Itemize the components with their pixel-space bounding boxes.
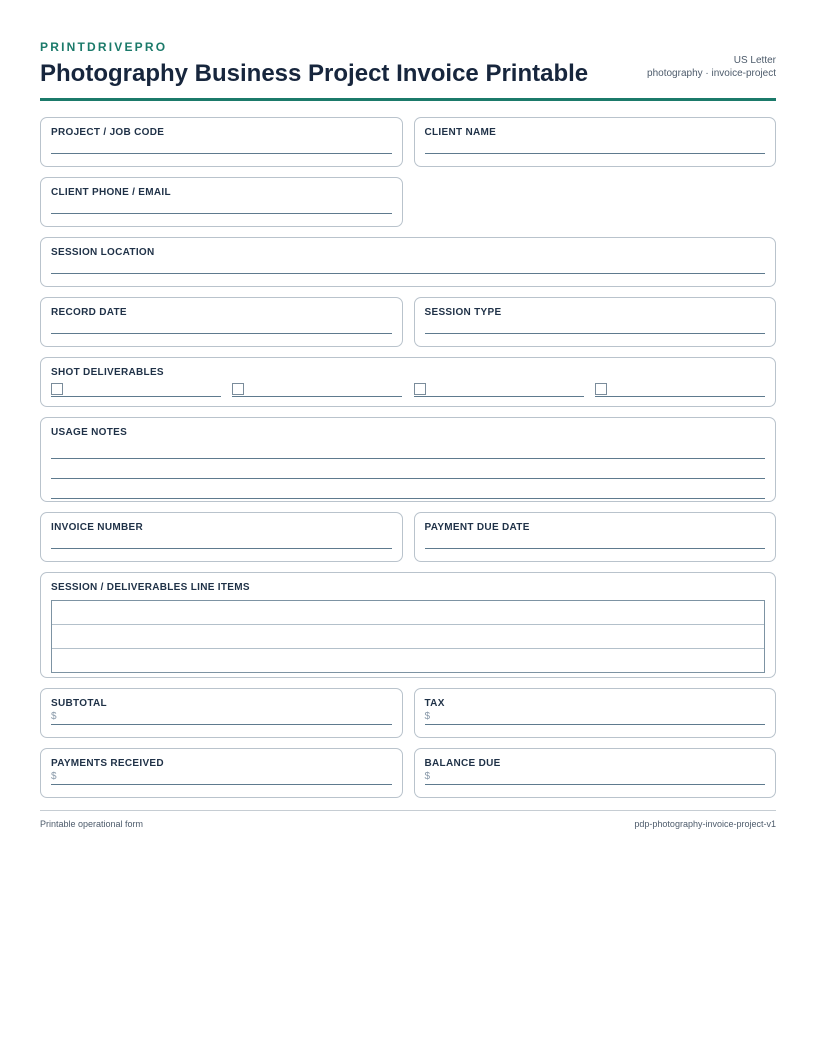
record-date-label: RECORD DATE (51, 307, 127, 318)
brand-name: PRINTDRIVEPRO (40, 40, 168, 54)
session-location-field[interactable] (40, 237, 776, 287)
payments-received-label: PAYMENTS RECEIVED (51, 758, 164, 769)
row-subtotal-tax (40, 688, 776, 738)
project-job-code-line[interactable] (51, 139, 392, 154)
table-row[interactable] (52, 601, 764, 625)
client-phone-email-label: CLIENT PHONE / EMAIL (51, 187, 171, 198)
notes-line[interactable] (51, 459, 765, 479)
paper-size: US Letter (733, 55, 776, 66)
usage-notes-label: USAGE NOTES (51, 427, 128, 438)
balance-due-amount[interactable]: $ (425, 770, 766, 785)
checkbox[interactable] (414, 383, 426, 395)
client-phone-email-field[interactable] (40, 177, 403, 227)
document-tags: photography · invoice-project (647, 68, 776, 79)
client-phone-email-line[interactable] (51, 199, 392, 214)
balance-due-label: BALANCE DUE (424, 758, 501, 769)
invoice-number-line[interactable] (51, 534, 392, 549)
usage-notes-field[interactable] (40, 417, 776, 502)
deliverable-item[interactable] (51, 381, 221, 397)
payments-received-amount[interactable]: $ (51, 770, 392, 785)
client-name-field[interactable] (414, 117, 777, 167)
row-usage-notes (40, 417, 776, 502)
payments-received-field[interactable] (40, 748, 403, 798)
session-location-line[interactable] (51, 259, 765, 274)
checkbox[interactable] (232, 383, 244, 395)
session-type-line[interactable] (425, 319, 766, 334)
tax-amount[interactable]: $ (425, 710, 766, 725)
row-session-location (40, 237, 776, 287)
footer-form-id: pdp-photography-invoice-project-v1 (634, 819, 776, 829)
line-items-table (51, 600, 765, 673)
row-date-type (40, 297, 776, 347)
row-client-contact (40, 177, 776, 227)
invoice-form (40, 40, 776, 829)
shot-deliverables-label: SHOT DELIVERABLES (51, 367, 164, 378)
payment-due-date-field[interactable] (414, 512, 777, 562)
balance-due-field[interactable] (414, 748, 777, 798)
deliverable-item[interactable] (595, 381, 765, 397)
row-line-items (40, 572, 776, 678)
deliverable-item[interactable] (232, 381, 402, 397)
session-location-label: SESSION LOCATION (51, 247, 155, 258)
invoice-number-label: INVOICE NUMBER (51, 522, 143, 533)
subtotal-field[interactable] (40, 688, 403, 738)
payment-due-date-line[interactable] (425, 534, 766, 549)
line-items-section (40, 572, 776, 678)
footer (40, 819, 776, 829)
row-shot-deliverables (40, 357, 776, 407)
notes-line[interactable] (51, 479, 765, 499)
deliverable-item[interactable] (414, 381, 584, 397)
title-row (40, 54, 776, 89)
checkbox[interactable] (51, 383, 63, 395)
row-payments-balance (40, 748, 776, 798)
table-row[interactable] (52, 625, 764, 649)
line-items-label: SESSION / DELIVERABLES LINE ITEMS (51, 582, 250, 593)
client-name-label: CLIENT NAME (424, 127, 497, 138)
footer-left-text: Printable operational form (40, 819, 144, 829)
checkbox[interactable] (595, 383, 607, 395)
project-job-code-field[interactable] (40, 117, 403, 167)
document-meta (647, 54, 776, 89)
row-invoice-due (40, 512, 776, 562)
page-title: Photography Business Project Invoice Printable (40, 60, 589, 87)
subtotal-amount[interactable]: $ (51, 710, 392, 725)
record-date-line[interactable] (51, 319, 392, 334)
shot-deliverables-field (40, 357, 776, 407)
deliverables-checklist (51, 381, 765, 397)
row-project-client (40, 117, 776, 167)
project-job-code-label: PROJECT / JOB CODE (51, 127, 165, 138)
payment-due-date-label: PAYMENT DUE DATE (424, 522, 530, 533)
tax-field[interactable] (414, 688, 777, 738)
subtotal-label: SUBTOTAL (51, 698, 107, 709)
session-type-field[interactable] (414, 297, 777, 347)
session-type-label: SESSION TYPE (424, 307, 502, 318)
record-date-field[interactable] (40, 297, 403, 347)
notes-line[interactable] (51, 439, 765, 459)
client-name-line[interactable] (425, 139, 766, 154)
table-row[interactable] (52, 649, 764, 672)
footer-divider (40, 810, 776, 811)
header-divider (40, 98, 776, 101)
tax-label: TAX (424, 698, 445, 709)
invoice-number-field[interactable] (40, 512, 403, 562)
